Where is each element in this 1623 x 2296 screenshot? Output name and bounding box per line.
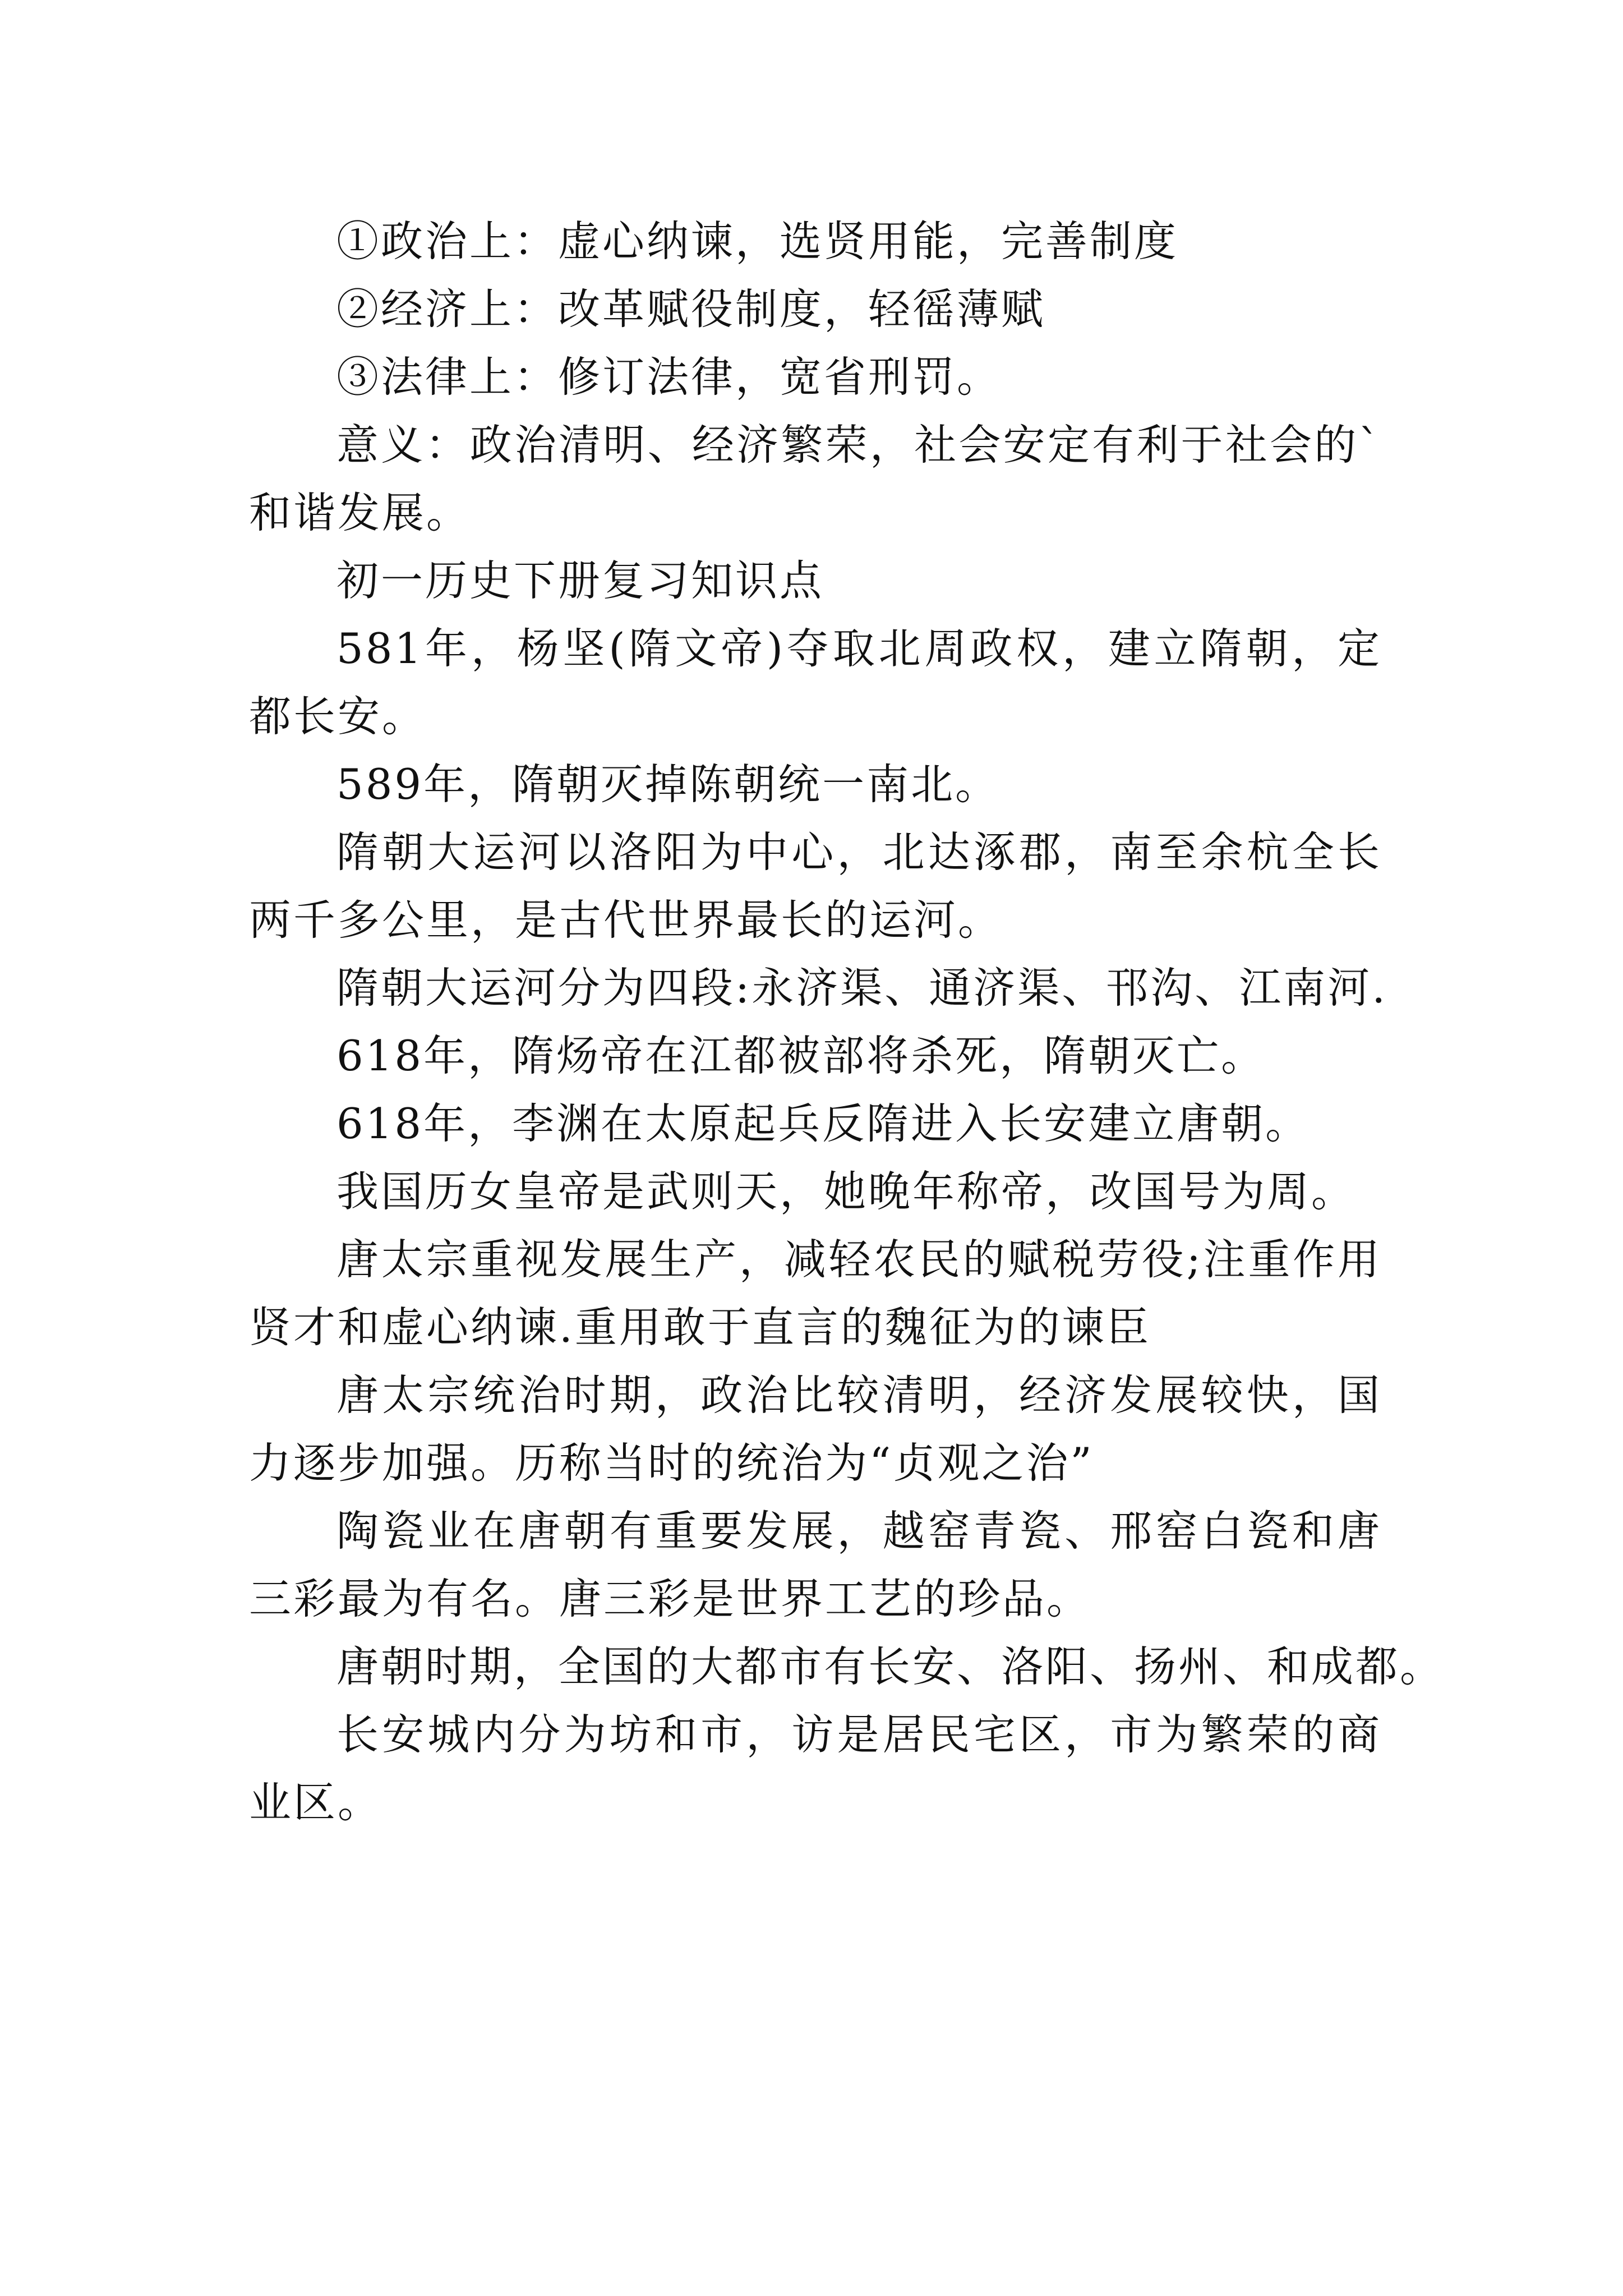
paragraph-law: ③法律上：修订法律，宽省刑罚。	[336, 352, 1002, 402]
paragraph-taizong-policies: 唐太宗重视发展生产，减轻农民的赋税劳役;注重作用贤才和虚心纳谏.重用敢于直言的魏征为的谏臣	[249, 1235, 1382, 1352]
paragraph-zhenguan: 唐太宗统治时期，政治比较清明，经济发展较快，国力逐步加强。历称当时的统治为“贞观之治”	[249, 1370, 1382, 1488]
paragraph-581: 581年，杨坚(隋文帝)夺取北周政权，建立隋朝，定都长安。	[249, 624, 1382, 741]
paragraph-618-sui-fall: 618年，隋炀帝在江都被部将杀死，隋朝灭亡。	[336, 1031, 1266, 1080]
document-body	[249, 208, 1445, 1837]
paragraph-ceramics: 陶瓷业在唐朝有重要发展，越窑青瓷、邢窑白瓷和唐三彩最为有名。唐三彩是世界工艺的珍品。	[249, 1506, 1382, 1623]
paragraph-politics: ①政治上：虚心纳谏，选贤用能，完善制度	[336, 217, 1179, 266]
paragraph-wu-zetian: 我国历女皇帝是武则天，她晚年称帝，改国号为周。	[336, 1167, 1356, 1216]
paragraph-grand-canal: 隋朝大运河以洛阳为中心，北达涿郡，南至余杭全长两千多公里，是古代世界最长的运河。	[249, 827, 1382, 945]
paragraph-economy: ②经济上：改革赋役制度，轻徭薄赋	[336, 284, 1046, 334]
paragraph-618-tang-founding: 618年，李渊在太原起兵反隋进入长安建立唐朝。	[336, 1099, 1310, 1148]
paragraph-changan: 长安城内分为坊和市，访是居民宅区，市为繁荣的商业区。	[249, 1710, 1382, 1827]
paragraph-589: 589年，隋朝灭掉陈朝统一南北。	[336, 760, 1000, 809]
paragraph-canal-sections: 隋朝大运河分为四段:永济渠、通济渠、邗沟、江南河.	[336, 963, 1388, 1013]
section-heading: 初一历史下册复习知识点	[336, 556, 824, 605]
paragraph-significance: 意义：政治清明、经济繁荣，社会安定有利于社会的`和谐发展。	[249, 420, 1382, 537]
paragraph-cities: 唐朝时期，全国的大都市有长安、洛阳、扬州、和成都。	[336, 1642, 1445, 1691]
